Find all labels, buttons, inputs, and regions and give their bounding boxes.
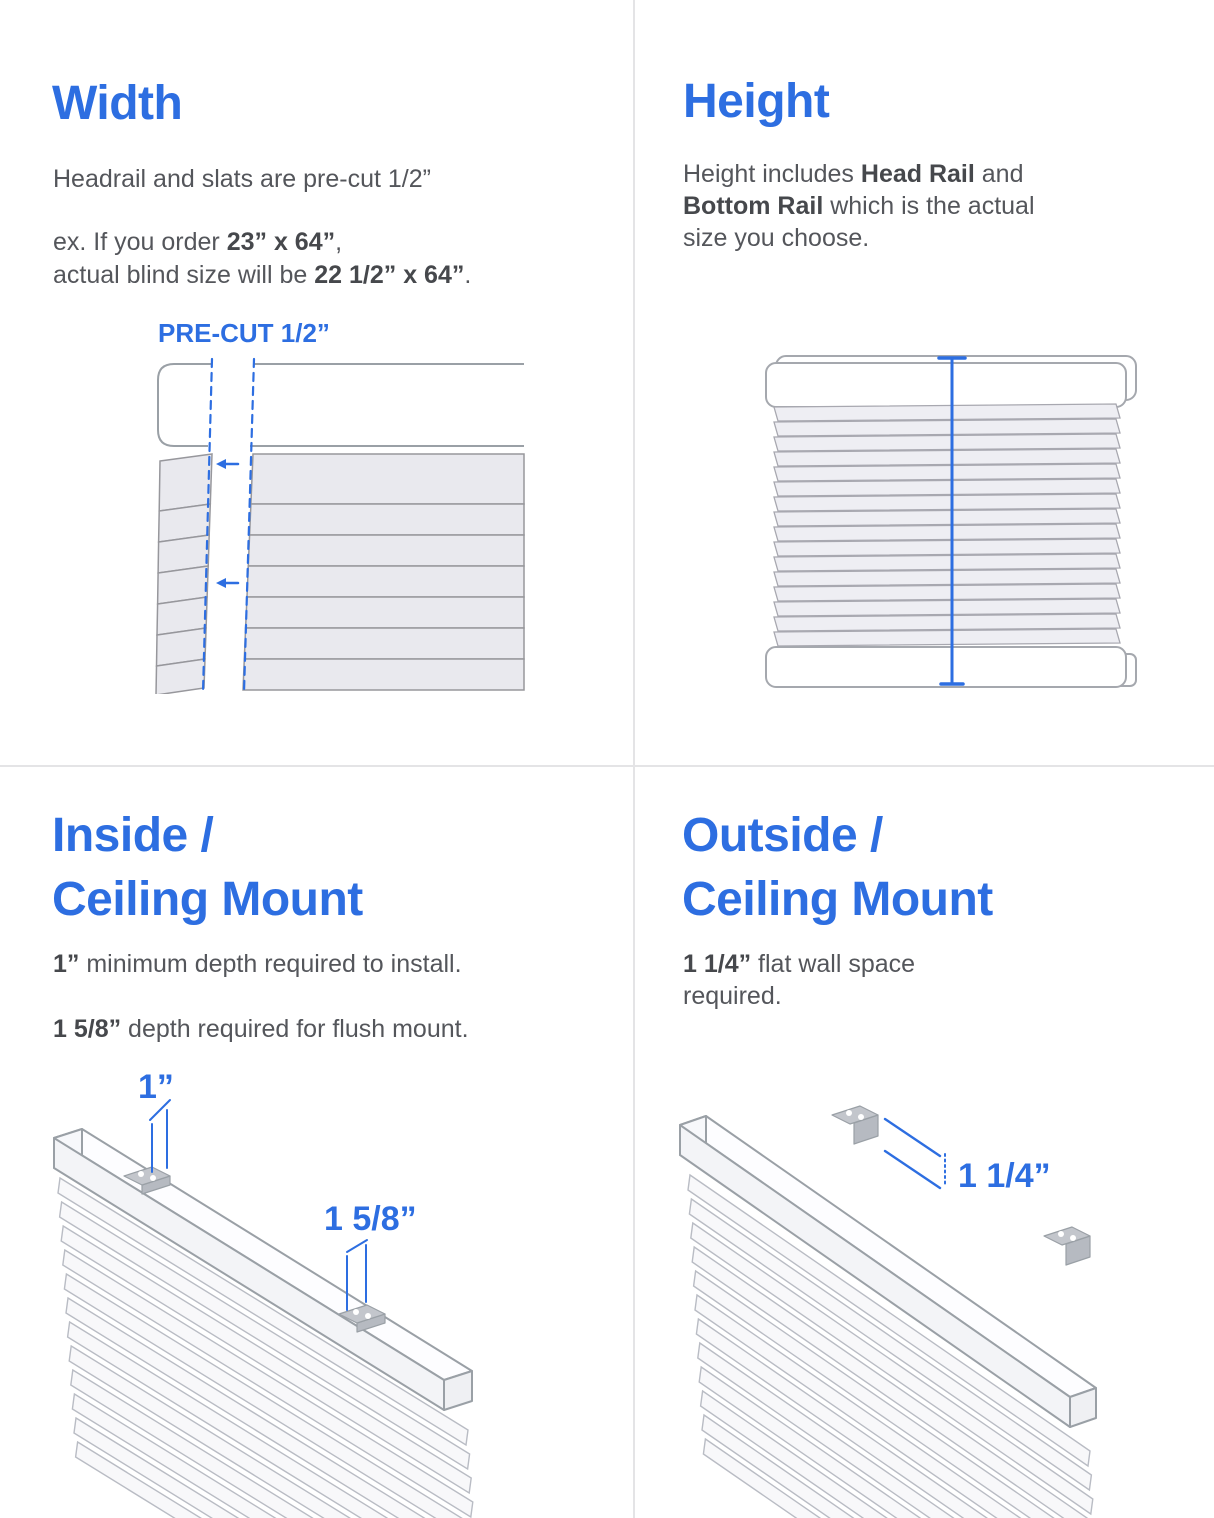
outside-req — [683, 948, 983, 1012]
width-example — [53, 226, 471, 292]
wall-space-text: flat wall space required. — [683, 950, 916, 1010]
flush-depth-value: 1 5/8” — [53, 1015, 122, 1043]
width-precut-diagram — [150, 356, 528, 694]
cut-lines — [203, 359, 254, 692]
width-example-line1 — [53, 226, 471, 259]
example-line1-tail: , — [335, 228, 343, 256]
divider-horizontal — [0, 765, 1214, 767]
width-example-line2 — [53, 259, 471, 292]
dimension-wall-space — [885, 1119, 1051, 1195]
example-line2-text: actual blind size will be — [53, 261, 315, 289]
outside-mount-diagram — [636, 1075, 1214, 1518]
example-line2-tail: . — [464, 261, 472, 289]
cut-arrow-top — [216, 459, 238, 469]
head-rail-term: Head Rail — [860, 160, 975, 188]
width-title: Width — [52, 77, 183, 130]
inside-title — [52, 804, 363, 932]
example-line1-text: ex. If you order — [53, 228, 227, 256]
actual-size-value: 22 1/2” x 64” — [314, 261, 465, 289]
precut-label: PRE-CUT 1/2” — [158, 318, 330, 348]
outside-title-line1: Outside / — [682, 809, 883, 862]
height-description — [683, 158, 1083, 254]
height-diagram — [762, 354, 1140, 694]
divider-vertical — [633, 0, 635, 1518]
height-desc-part3: which is the actual size you choose. — [683, 192, 1035, 252]
headrail — [158, 364, 524, 446]
flush-depth-text: depth required for flush mount. — [121, 1015, 469, 1043]
dimension-label-158in: 1 5/8” — [324, 1200, 417, 1238]
min-depth-value: 1” — [53, 950, 80, 978]
dimension-label-1in: 1” — [138, 1068, 174, 1106]
inside-title-line2: Ceiling Mount — [52, 873, 363, 926]
dimension-min-depth — [138, 1068, 174, 1172]
dimension-label-114in: 1 1/4” — [958, 1157, 1051, 1195]
slat-stack-right — [243, 454, 524, 690]
height-title: Height — [683, 75, 830, 128]
inside-title-line1: Inside / — [52, 809, 214, 862]
slat-stack — [688, 1175, 1105, 1518]
slat-stack — [774, 404, 1120, 646]
height-desc-part2: and — [974, 160, 1024, 188]
wall-space-value: 1 1/4” — [683, 950, 752, 978]
outside-title — [682, 804, 993, 932]
height-desc-part1: Height includes — [683, 160, 861, 188]
inside-req-depth — [53, 948, 462, 981]
inside-mount-diagram — [36, 1068, 612, 1518]
outside-title-line2: Ceiling Mount — [682, 873, 993, 926]
width-intro: Headrail and slats are pre-cut 1/2” — [53, 165, 431, 193]
mount-bracket-left — [832, 1106, 878, 1144]
ordered-size-value: 23” x 64” — [226, 228, 336, 256]
bottom-rail-term: Bottom Rail — [683, 192, 824, 220]
cut-arrow-bottom — [216, 578, 238, 588]
inside-req-flush — [53, 1013, 469, 1046]
mount-bracket-right — [1044, 1227, 1090, 1265]
min-depth-text: minimum depth required to install. — [79, 950, 462, 978]
